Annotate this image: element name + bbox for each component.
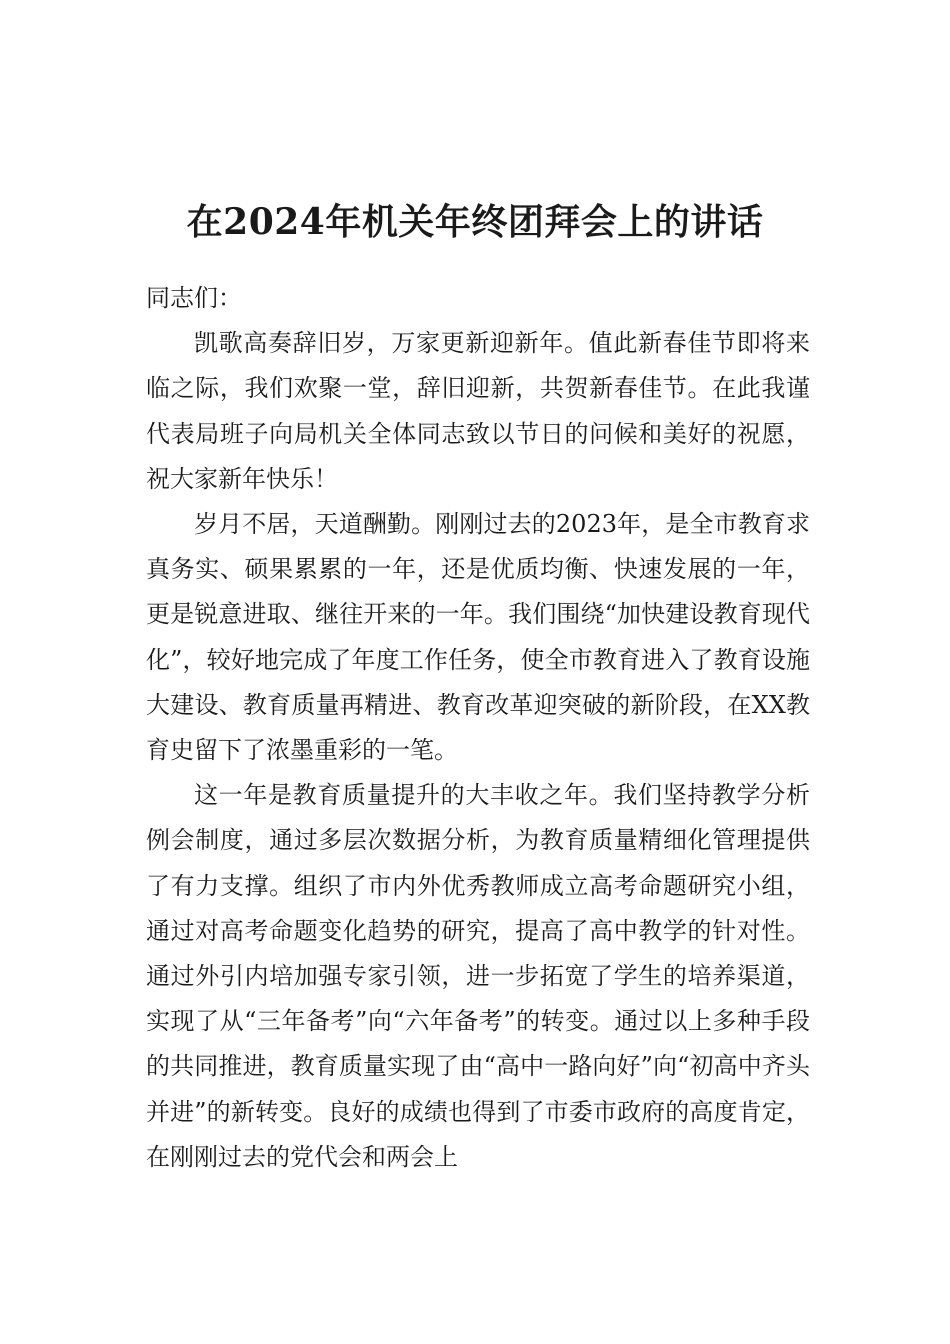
document-title: 在2024年机关年终团拜会上的讲话 — [186, 201, 764, 244]
paragraph-year-review: 岁月不居，天道酬勤。刚刚过去的2023年，是全市教育求真务实、硕果累累的一年，还是优质均衡、快速发展的一年，更是锐意进取、继往开来的一年。我们围绕“加快建设教育现代化”，较好地完成了年度工作任务，使全市教育进入了教育设施大建设、教育质量再精进、教育改革迎突破的新阶段，在XX教育史留下了浓墨重彩的一笔。 — [146, 510, 810, 765]
paragraph-greeting: 凯歌高奏辞旧岁，万家更新迎新年。值此新春佳节即将来临之际，我们欢聚一堂，辞旧迎新，共贺新春佳节。在此我谨代表局班子向局机关全体同志致以节日的问候和美好的祝愿，祝大家新年快乐！ — [146, 329, 810, 493]
document-body — [146, 276, 810, 1180]
salutation: 同志们： — [146, 284, 242, 312]
paragraph-education-quality: 这一年是教育质量提升的大丰收之年。我们坚持教学分析例会制度，通过多层次数据分析，为教育质量精细化管理提供了有力支撑。组织了市内外优秀教师成立高考命题研究小组，通过对高考命题变化趋势的研究，提高了高中教学的针对性。通过外引内培加强专家引领，进一步拓宽了学生的培养渠道，实现了从“三年备考”向“六年备考”的转变。通过以上多种手段的共同推进，教育质量实现了由“高中一路向好”向“初高中齐头并进”的新转变。良好的成绩也得到了市委市政府的高度肯定，在刚刚过去的党代会和两会上 — [146, 781, 810, 1171]
